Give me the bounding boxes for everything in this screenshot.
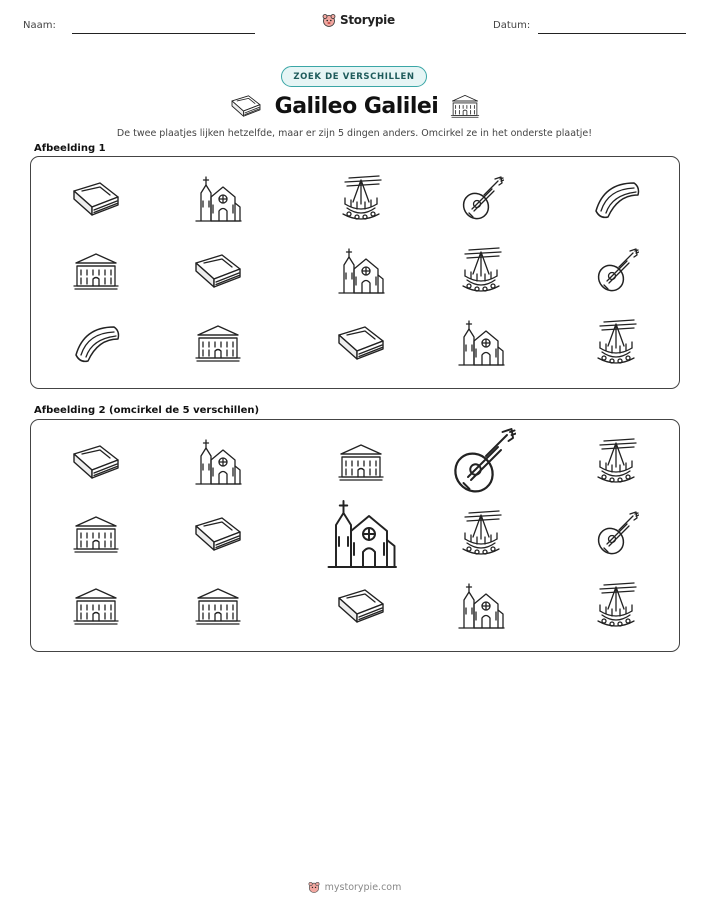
picture2-building-icon[interactable] xyxy=(194,586,242,626)
picture2-chandelier-icon[interactable] xyxy=(455,509,507,559)
name-line[interactable] xyxy=(72,33,255,34)
picture1-quill-icon xyxy=(70,321,122,365)
picture1-building-icon xyxy=(72,251,120,291)
picture1-chandelier-icon xyxy=(335,174,387,224)
picture2-church-icon[interactable] xyxy=(324,495,399,573)
picture2-chandelier-icon[interactable] xyxy=(590,437,642,487)
picture1-church-icon xyxy=(456,317,506,369)
book-icon xyxy=(229,92,263,120)
picture1-panel xyxy=(30,156,680,389)
footer xyxy=(0,881,709,893)
picture2-church-icon[interactable] xyxy=(193,436,243,488)
picture1-church-icon xyxy=(193,173,243,225)
picture2-church-icon[interactable] xyxy=(456,580,506,632)
picture2-building-icon[interactable] xyxy=(337,442,385,482)
storypie-mascot-icon xyxy=(308,881,320,893)
picture1-chandelier-icon xyxy=(455,246,507,296)
picture1-building-icon xyxy=(194,323,242,363)
picture1-book-icon xyxy=(335,321,387,365)
page-title: Galileo Galilei xyxy=(274,93,439,119)
storypie-mascot-icon xyxy=(322,13,336,27)
footer-url: mystorypie.com xyxy=(324,881,402,893)
picture2-book-icon[interactable] xyxy=(192,512,244,556)
picture2-panel[interactable] xyxy=(30,419,680,652)
name-label: Naam: xyxy=(23,20,56,31)
building-icon xyxy=(450,93,480,119)
picture1-label: Afbeelding 1 xyxy=(34,143,106,154)
date-line[interactable] xyxy=(538,33,686,34)
picture2-building-icon[interactable] xyxy=(72,514,120,554)
date-label: Datum: xyxy=(493,20,531,31)
picture1-church-icon xyxy=(336,245,386,297)
brand-logo xyxy=(322,13,395,27)
picture2-lute-icon[interactable] xyxy=(593,510,639,558)
title-row xyxy=(0,92,709,120)
picture2-chandelier-icon[interactable] xyxy=(590,581,642,631)
picture2-lute-icon[interactable] xyxy=(447,426,516,498)
picture1-chandelier-icon xyxy=(590,318,642,368)
activity-badge: ZOEK DE VERSCHILLEN xyxy=(281,66,427,87)
picture1-quill-icon xyxy=(590,177,642,221)
instructions: De twee plaatjes lijken hetzelfde, maar er zijn 5 dingen anders. Omcirkel ze in het onderste plaatje! xyxy=(116,128,593,139)
picture1-lute-icon xyxy=(593,247,639,295)
picture1-lute-icon xyxy=(458,175,504,223)
brand-name: Storypie xyxy=(340,13,395,27)
picture2-book-icon[interactable] xyxy=(70,440,122,484)
picture2-book-icon[interactable] xyxy=(335,584,387,628)
picture1-book-icon xyxy=(192,249,244,293)
picture2-label: Afbeelding 2 (omcirkel de 5 verschillen) xyxy=(34,405,260,416)
picture1-book-icon xyxy=(70,177,122,221)
picture2-building-icon[interactable] xyxy=(72,586,120,626)
